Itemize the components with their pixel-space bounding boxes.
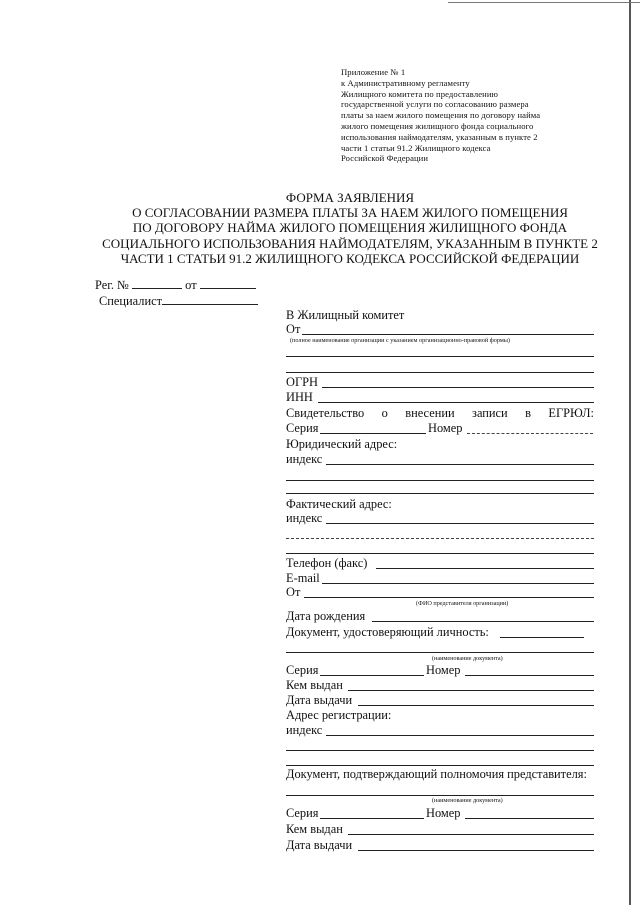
reg-address-line-3[interactable] xyxy=(286,765,594,766)
appendix-line: к Административному регламенту xyxy=(341,77,470,88)
appendix-line: Приложение № 1 xyxy=(341,67,406,77)
org-name-line-2[interactable] xyxy=(286,356,594,357)
appendix-note xyxy=(341,67,616,164)
legal-index-label: индекс xyxy=(286,452,323,466)
certificate-word: внесении xyxy=(405,406,455,420)
id-issued-by-label: Кем выдан xyxy=(286,678,343,692)
ogrn-field[interactable] xyxy=(322,387,594,388)
birth-date-field[interactable] xyxy=(372,621,594,622)
org-name-line[interactable] xyxy=(302,334,594,335)
auth-series-label: Серия xyxy=(286,806,319,820)
legal-index-field[interactable] xyxy=(326,464,594,465)
specialist-field[interactable] xyxy=(162,294,258,305)
reg-number-row xyxy=(95,278,256,292)
auth-issued-by-label: Кем выдан xyxy=(286,822,343,836)
reg-index-field[interactable] xyxy=(326,735,594,736)
cert-series-label: Серия xyxy=(286,421,319,435)
birth-date-label: Дата рождения xyxy=(286,609,366,623)
ogrn-label: ОГРН xyxy=(286,375,318,389)
from-org-label: От xyxy=(286,322,301,336)
certificate-word: Свидетельство xyxy=(286,406,365,420)
rep-from-label: От xyxy=(286,585,301,599)
legal-address-label: Юридический адрес: xyxy=(286,437,398,451)
appendix-line: Жилищного комитета по предоставлению xyxy=(341,88,499,99)
legal-address-line-3[interactable] xyxy=(286,493,594,494)
page-top-line xyxy=(448,2,640,3)
reg-index-label: индекс xyxy=(286,723,323,737)
phone-label: Телефон (факс) xyxy=(286,556,368,570)
reg-number-field[interactable] xyxy=(132,278,182,289)
appendix-line: Российской Федерации xyxy=(341,153,429,164)
auth-issued-by-field[interactable] xyxy=(348,834,594,835)
id-document-field[interactable] xyxy=(500,637,584,638)
rep-name-field[interactable] xyxy=(304,597,594,598)
actual-index-field[interactable] xyxy=(326,523,594,524)
id-document-label: Документ, удостоверяющий личность: xyxy=(286,625,489,639)
certificate-word: записи xyxy=(472,406,508,420)
reg-address-label: Адрес регистрации: xyxy=(286,708,392,722)
certificate-word: о xyxy=(381,406,388,420)
cert-number-field[interactable] xyxy=(467,433,593,434)
authority-doc-field[interactable] xyxy=(286,795,594,796)
appendix-line: части 1 статьи 91.2 Жилищного кодекса xyxy=(341,142,491,153)
id-issue-date-field[interactable] xyxy=(358,705,594,706)
inn-label: ИНН xyxy=(286,390,313,404)
appendix-line: платы за наем жилого помещения по договору найма xyxy=(341,110,541,121)
id-number-label: Номер xyxy=(426,663,461,677)
phone-field[interactable] xyxy=(376,568,594,569)
appendix-line: государственной услуги по согласованию размера xyxy=(341,99,529,110)
id-document-line-2[interactable] xyxy=(286,652,594,653)
page-edge-line xyxy=(629,0,631,905)
certificate-word: в xyxy=(525,406,531,420)
org-name-line-3[interactable] xyxy=(286,372,594,373)
specialist-label: Специалист xyxy=(99,294,162,308)
specialist-row xyxy=(99,294,258,308)
id-document-hint: (наименование документа) xyxy=(432,655,503,662)
appendix-line: использования наймодателям, указанным в пункте 2 xyxy=(341,131,538,142)
auth-issue-date-label: Дата выдачи xyxy=(286,838,353,852)
form-title xyxy=(90,190,610,266)
title-line: ФОРМА ЗАЯВЛЕНИЯ xyxy=(285,190,415,205)
title-line: ЧАСТИ 1 СТАТЬИ 91.2 ЖИЛИЩНОГО КОДЕКСА РОССИЙСКОЙ ФЕДЕРАЦИИ xyxy=(120,250,580,266)
id-number-field[interactable] xyxy=(465,675,594,676)
cert-number-label: Номер xyxy=(428,421,463,435)
actual-address-line-2[interactable] xyxy=(286,538,594,539)
inn-field[interactable] xyxy=(318,402,594,403)
legal-address-line-2[interactable] xyxy=(286,480,594,481)
appendix-line: жилого помещения жилищного фонда социального xyxy=(341,120,534,131)
auth-series-field[interactable] xyxy=(320,818,424,819)
id-series-field[interactable] xyxy=(320,675,424,676)
org-name-hint: (полное наименование организации с указанием организационно-правовой формы) xyxy=(290,337,510,344)
auth-number-label: Номер xyxy=(426,806,461,820)
authority-doc-label: Документ, подтверждающий полномочия представителя: xyxy=(286,767,587,781)
id-issue-date-label: Дата выдачи xyxy=(286,693,353,707)
actual-address-label: Фактический адрес: xyxy=(286,497,392,511)
title-line: ПО ДОГОВОРУ НАЙМА ЖИЛОГО ПОМЕЩЕНИЯ ЖИЛИЩНОГО ФОНДА xyxy=(132,220,568,236)
id-series-label: Серия xyxy=(286,663,319,677)
email-field[interactable] xyxy=(322,583,594,584)
certificate-word: ЕГРЮЛ: xyxy=(548,406,594,420)
email-label: E-mail xyxy=(286,571,320,585)
id-issued-by-field[interactable] xyxy=(348,690,594,691)
title-line: СОЦИАЛЬНОГО ИСПОЛЬЗОВАНИЯ НАЙМОДАТЕЛЯМ, УКАЗАННЫМ В ПУНКТЕ 2 xyxy=(102,235,598,251)
reg-address-line-2[interactable] xyxy=(286,750,594,751)
addressee: В Жилищный комитет xyxy=(286,308,405,322)
reg-number-label: Рег. № xyxy=(95,278,129,292)
actual-address-line-3[interactable] xyxy=(286,553,594,554)
certificate-row xyxy=(286,406,594,420)
rep-name-hint: (ФИО представителя организации) xyxy=(416,600,509,607)
reg-from-label: от xyxy=(185,278,197,292)
title-line: О СОГЛАСОВАНИИ РАЗМЕРА ПЛАТЫ ЗА НАЕМ ЖИЛОГО ПОМЕЩЕНИЯ xyxy=(132,205,568,221)
authority-doc-hint: (наименование документа) xyxy=(432,797,503,804)
auth-issue-date-field[interactable] xyxy=(358,850,594,851)
actual-index-label: индекс xyxy=(286,511,323,525)
cert-series-field[interactable] xyxy=(320,433,426,434)
auth-number-field[interactable] xyxy=(465,818,594,819)
reg-date-field[interactable] xyxy=(200,278,256,289)
